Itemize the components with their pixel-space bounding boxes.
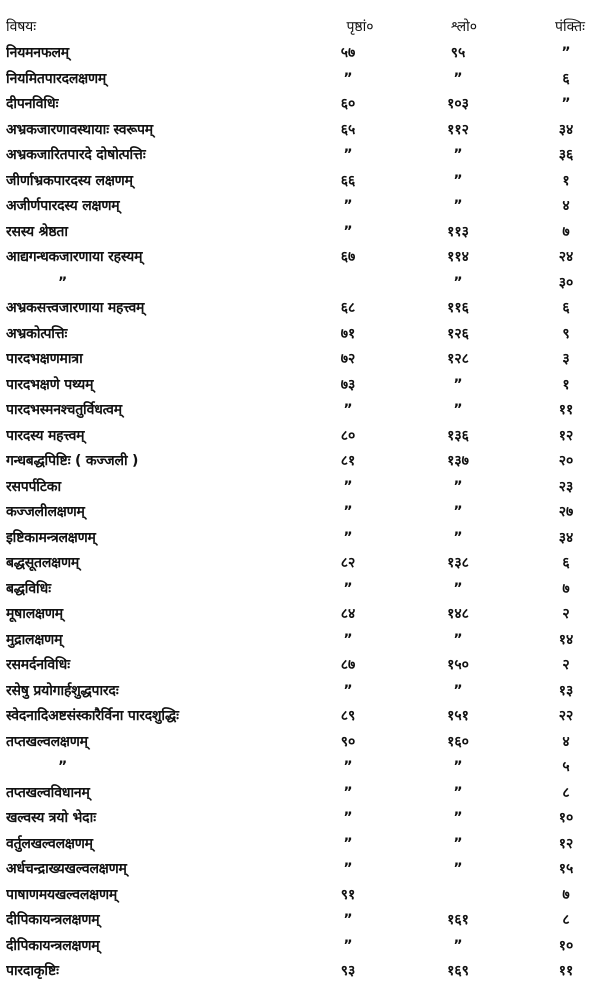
line-cell: ७ (562, 223, 570, 240)
line-cell: १४ (558, 631, 574, 648)
topic-cell: अभ्रकजारितपारदे दोषोत्पत्तिः (6, 147, 146, 163)
verse-cell: ” (453, 70, 463, 87)
line-cell: ११ (558, 402, 574, 418)
topic-cell: पारदस्य महत्त्वम् (6, 427, 85, 444)
header-verse: श्लो० (450, 19, 478, 35)
line-cell: ८ (562, 912, 570, 928)
topic-cell: पाषाणमयखल्वलक्षणम् (6, 886, 118, 903)
verse-cell: ” (453, 937, 463, 954)
line-cell: २ (562, 657, 570, 673)
table-row (0, 805, 600, 831)
verse-cell: ११२ (447, 121, 469, 138)
page-cell: ७१ (340, 325, 356, 342)
page-cell: ७२ (340, 351, 356, 367)
page-cell: ” (343, 912, 353, 928)
topic-cell: खल्वस्य त्रयो भेदाः (6, 810, 96, 826)
table-row (0, 474, 600, 500)
page-cell: ” (343, 70, 353, 87)
table-row (0, 729, 600, 755)
table-row (0, 958, 600, 984)
verse-cell: १४८ (447, 606, 469, 622)
line-cell: ३ (562, 351, 570, 367)
header-line: पंक्तिः (555, 19, 585, 35)
line-cell: १ (562, 376, 570, 393)
page-cell: ” (343, 580, 353, 597)
verse-cell: ” (453, 784, 463, 801)
line-cell: ३६ (558, 147, 574, 163)
topic-cell: अर्धचन्द्राख्यखल्वलक्षणम् (6, 861, 127, 877)
verse-cell: १३८ (447, 555, 469, 571)
line-cell: ११ (558, 963, 574, 979)
page-cell: ६० (340, 96, 356, 112)
table-header (0, 14, 600, 40)
page-cell: ८७ (340, 657, 356, 673)
table-row (0, 423, 600, 449)
page-cell: ६५ (340, 121, 356, 138)
verse-cell: ११४ (447, 249, 469, 265)
page-cell: ” (343, 529, 353, 546)
table-row (0, 295, 600, 321)
line-cell: ६ (562, 300, 570, 316)
topic-cell: बद्धविधिः (6, 580, 51, 597)
table-row (0, 754, 600, 780)
line-cell: १२ (558, 427, 574, 444)
line-cell: ७ (562, 580, 570, 597)
verse-cell: १२८ (447, 351, 469, 367)
verse-cell: ” (453, 529, 463, 546)
page-cell: ” (343, 402, 353, 418)
page-cell: ” (343, 631, 353, 648)
page-cell: ८२ (340, 555, 356, 571)
table-row (0, 372, 600, 398)
table-row (0, 168, 600, 194)
verse-cell: १३६ (447, 427, 469, 444)
line-cell: ” (561, 45, 571, 61)
page-cell: ८१ (340, 453, 356, 469)
line-cell: १ (562, 172, 570, 189)
table-row (0, 499, 600, 525)
table-row (0, 601, 600, 627)
line-cell: ७ (562, 886, 570, 903)
page-cell: ” (343, 759, 353, 775)
table-row (0, 652, 600, 678)
line-cell: २२ (558, 708, 574, 724)
line-cell: १३ (558, 682, 574, 699)
line-cell: १५ (558, 861, 574, 877)
topic-cell: दीपिकायन्त्रलक्षणम् (6, 937, 100, 954)
topic-cell: रसमर्दनविधिः (6, 657, 70, 673)
page-cell: ६८ (340, 300, 356, 316)
line-cell: ६ (562, 70, 570, 87)
table-row (0, 933, 600, 959)
table-row (0, 40, 600, 66)
topic-cell: दीपिकायन्त्रलक्षणम् (6, 912, 100, 928)
topic-cell: नियमितपारदलक्षणम् (6, 70, 107, 87)
verse-cell: ” (453, 580, 463, 597)
verse-cell: ” (453, 274, 463, 291)
verse-cell: १०३ (447, 96, 469, 112)
page-cell: ९० (340, 733, 356, 750)
page-cell: ” (343, 937, 353, 954)
table-row (0, 525, 600, 551)
verse-cell: ” (453, 682, 463, 699)
table-row (0, 856, 600, 882)
verse-cell: १३७ (447, 453, 469, 469)
topic-cell: तप्तखल्वविधानम् (6, 784, 90, 801)
topic-cell: रसेषु प्रयोगार्हशुद्धपारदः (6, 682, 119, 699)
verse-cell: ” (453, 172, 463, 189)
line-cell: ३४ (558, 529, 574, 546)
topic-cell: अभ्रकसत्त्वजारणाया महत्त्वम् (6, 300, 145, 316)
topic-cell: अजीर्णपारदस्य लक्षणम् (6, 198, 120, 214)
page-cell: ” (343, 835, 353, 852)
table-row (0, 66, 600, 92)
verse-cell: १२६ (447, 325, 469, 342)
table-row (0, 907, 600, 933)
verse-cell: ” (453, 810, 463, 826)
page-cell: ” (343, 682, 353, 699)
topic-cell: पारदाकृष्टिः (6, 963, 59, 979)
line-cell: २४ (558, 249, 574, 265)
topic-cell: वर्तुलखल्वलक्षणम् (6, 835, 93, 852)
verse-cell: ” (453, 376, 463, 393)
line-cell: ८ (562, 784, 570, 801)
verse-cell: ” (453, 504, 463, 520)
line-cell: २३ (558, 478, 574, 495)
topic-cell: अभ्रकजारणावस्थायाः स्वरूपम् (6, 121, 153, 138)
page-cell: ” (343, 198, 353, 214)
page-cell: ५७ (340, 45, 356, 61)
page-cell (322, 270, 374, 296)
topic-cell: पारदभक्षणमात्रा (6, 351, 83, 367)
table-row (0, 346, 600, 372)
verse-cell: १५१ (447, 708, 469, 724)
table-row (0, 321, 600, 347)
topic-cell: गन्धबद्धपिष्टिः ( कज्जली ) (6, 453, 139, 469)
header-topic: विषयः (6, 19, 36, 35)
line-cell: ५ (562, 759, 570, 775)
topic-cell: पारदभक्षणे पथ्यम् (6, 376, 94, 393)
page-cell: ” (343, 810, 353, 826)
verse-cell: ” (453, 147, 463, 163)
header-page: पृष्ठां० (346, 19, 374, 35)
topic-cell: आद्यगन्धकजारणाया रहस्यम् (6, 249, 143, 265)
page-cell: ८४ (340, 606, 356, 622)
topic-cell: तप्तखल्वलक्षणम् (6, 733, 88, 750)
verse-cell: ” (453, 198, 463, 214)
table-row (0, 270, 600, 296)
table-row (0, 882, 600, 908)
line-cell: ६ (562, 555, 570, 571)
page-cell: ” (343, 478, 353, 495)
table-row (0, 831, 600, 857)
table-row (0, 142, 600, 168)
table-row (0, 193, 600, 219)
topic-cell: मूषालक्षणम् (6, 606, 63, 622)
topic-cell: इष्टिकामन्त्रलक्षणम् (6, 529, 96, 546)
table-row (0, 780, 600, 806)
page-cell: ” (343, 504, 353, 520)
verse-cell: ” (453, 861, 463, 877)
table-row (0, 244, 600, 270)
page-cell: ७३ (340, 376, 356, 393)
verse-cell: ” (453, 478, 463, 495)
table-row (0, 550, 600, 576)
table-row (0, 448, 600, 474)
topic-cell: अभ्रकोत्पत्तिः (6, 325, 68, 342)
topic-cell: ” (58, 274, 68, 291)
topic-cell: ” (58, 759, 68, 775)
page-cell: ” (343, 861, 353, 877)
table-row (0, 576, 600, 602)
topic-cell: नियमनफलम् (6, 45, 69, 61)
topic-cell: बद्धसूतलक्षणम् (6, 555, 80, 571)
page-cell: ” (343, 147, 353, 163)
page-cell: ९१ (340, 886, 356, 903)
verse-cell: १६१ (447, 912, 469, 928)
verse-cell: ” (453, 759, 463, 775)
verse-cell: १५० (447, 657, 469, 673)
topic-cell: पारदभस्मनश्चतुर्विधत्वम् (6, 402, 122, 418)
line-cell: ४ (562, 198, 570, 214)
verse-cell: ” (453, 631, 463, 648)
line-cell: ३४ (558, 121, 574, 138)
verse-cell: १६० (447, 733, 469, 750)
topic-cell: कज्जलीलक्षणम् (6, 504, 85, 520)
table-row (0, 703, 600, 729)
line-cell: १२ (558, 835, 574, 852)
line-cell: ३० (558, 274, 574, 291)
line-cell: ४ (562, 733, 570, 750)
verse-cell: १६९ (447, 963, 469, 979)
page-cell: ८० (340, 427, 356, 444)
page-cell: ८९ (340, 708, 356, 724)
line-cell: ” (561, 96, 571, 112)
line-cell: २ (562, 606, 570, 622)
topic-cell: स्वेदनादिअष्टसंस्कारैर्विना पारदशुद्धिः (6, 708, 179, 724)
table-row (0, 397, 600, 423)
topic-cell: दीपनविधिः (6, 96, 59, 112)
verse-cell: ” (453, 835, 463, 852)
page-cell: ९३ (340, 963, 356, 979)
verse-cell: ११६ (447, 300, 469, 316)
topic-cell: रसस्य श्रेष्ठता (6, 223, 68, 240)
line-cell: ९ (562, 325, 570, 342)
line-cell: २७ (558, 504, 574, 520)
table-row (0, 91, 600, 117)
line-cell: १० (558, 810, 574, 826)
topic-cell: रसपर्पटिका (6, 478, 61, 495)
verse-cell (432, 882, 484, 908)
page-cell: ” (343, 223, 353, 240)
table-row (0, 117, 600, 143)
page-cell: ६७ (340, 249, 356, 265)
table-row (0, 219, 600, 245)
verse-cell: ९५ (450, 45, 466, 61)
line-cell: २० (558, 453, 574, 469)
page-cell: ६६ (340, 172, 356, 189)
verse-cell: ” (453, 402, 463, 418)
topic-cell: मुद्रालक्षणम् (6, 631, 63, 648)
line-cell: १० (558, 937, 574, 954)
verse-cell: ११३ (447, 223, 469, 240)
page-cell: ” (343, 784, 353, 801)
table-row (0, 678, 600, 704)
topic-cell: जीर्णाभ्रकपारदस्य लक्षणम् (6, 172, 133, 189)
table-row (0, 627, 600, 653)
